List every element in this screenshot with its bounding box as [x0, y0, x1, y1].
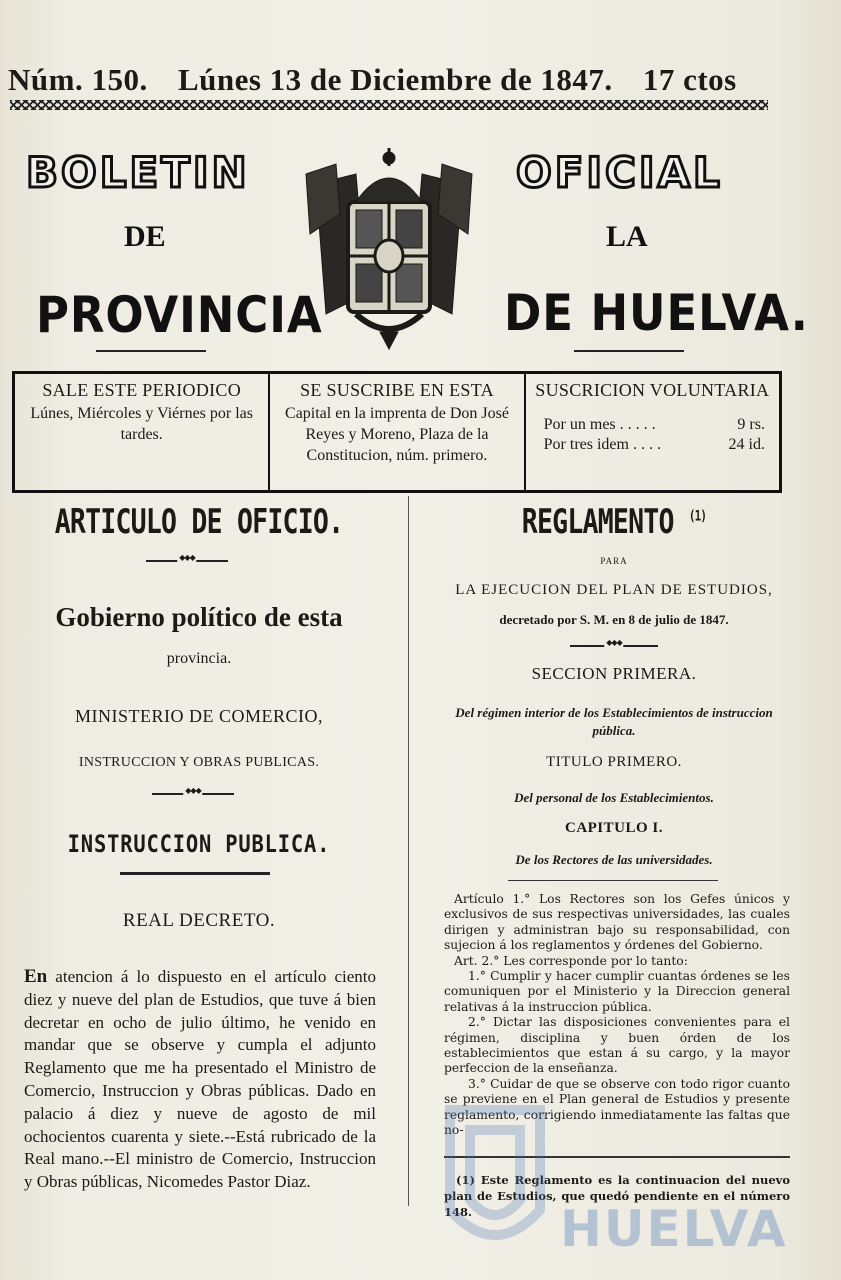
info-head-prices: SUSCRICION VOLUNTARIA	[535, 380, 770, 400]
article-2-item-1: 1.° Cumplir y hacer cumplir cuantas órdenes se les comuniquen por el Ministerio y la Direccion general relativas á la instruccion pública.	[444, 969, 790, 1014]
price-value-month: 9 rs.	[737, 416, 765, 433]
title-oficial: OFICIAL	[516, 148, 723, 197]
section-rule	[508, 880, 718, 881]
title-rule-left	[96, 350, 206, 352]
real-decreto-heading: REAL DECRETO.	[122, 910, 276, 931]
article-2-item-2: 2.° Dictar las disposiciones convenientes para el régimen, disciplina y buen órden de los establecimientos que estan á su cargo, y la mayor perfeccion de la enseñanza.	[444, 1015, 790, 1076]
reglamento-articles	[444, 892, 790, 1139]
info-head-publication: SALE ESTE PERIODICO	[42, 380, 242, 400]
rectores-subheading: De los Rectores de las universidades.	[515, 852, 713, 867]
regimen-subheading: Del régimen interior de los Establecimientos de instruccion pública.	[455, 705, 773, 738]
provincia-subheading: provincia.	[166, 650, 232, 667]
decree-body	[24, 966, 376, 1194]
titulo-heading: TITULO PRIMERO.	[546, 754, 682, 770]
subscription-info-box	[12, 371, 782, 493]
masthead-line	[8, 62, 788, 98]
title-la: LA	[606, 220, 648, 253]
ornament-rule	[570, 645, 658, 647]
personal-subheading: Del personal de los Establecimientos.	[514, 790, 714, 805]
column-divider	[408, 496, 409, 1206]
ornament-rule	[152, 793, 234, 795]
reglamento-title: REGLAMENTO	[521, 502, 674, 542]
issue-date: Lúnes 13 de Diciembre de 1847.	[177, 62, 613, 97]
archive-watermark-text: HUELVA	[560, 1200, 788, 1258]
title-huelva: DE HUELVA.	[504, 284, 809, 342]
info-column-subscribe	[270, 374, 525, 490]
wavy-rule	[10, 100, 768, 110]
decretado-line: decretado por S. M. en 8 de julio de 1847.	[499, 612, 729, 627]
issue-price: 17 ctos	[642, 62, 737, 97]
instruccion-publica-heading: INSTRUCCION PUBLICA.	[67, 830, 331, 858]
article-1: Artículo 1.° Los Rectores son los Gefes únicos y exclusivos de sus respectivas universidades, las cuales dirigen y administran bajo su responsabilidad, con sujecion á los reglamentos y órdenes del Gobierno.	[444, 892, 790, 953]
price-value-quarter: 24 id.	[728, 436, 765, 453]
title-de: DE	[124, 220, 166, 253]
royal-coat-of-arms-icon	[296, 144, 482, 354]
ministerio-heading: MINISTERIO DE COMERCIO,	[75, 706, 323, 726]
title-provincia: PROVINCIA	[36, 286, 323, 344]
info-column-publication	[15, 374, 270, 490]
price-label-month: Por un mes . . . . .	[543, 416, 656, 433]
ornament-rule	[146, 560, 228, 562]
capitulo-heading: CAPITULO I.	[564, 820, 663, 836]
articulo-heading: ARTICULO DE OFICIO.	[54, 502, 344, 542]
info-text-publication: Lúnes, Miércoles y Viérnes por las tardes.	[30, 405, 253, 443]
price-row-quarter	[532, 435, 773, 455]
para-label: PARA	[600, 556, 628, 566]
article-2-item-3: 3.° Cuidar de que se observe con todo rigor cuanto se previene en el Plan general de Estudios y presente reglamento, corrigiendo inmediatamente las faltas que no-	[444, 1076, 790, 1138]
info-head-subscribe: SE SUSCRIBE EN ESTA	[300, 380, 494, 400]
ejecucion-heading: LA EJECUCION DEL PLAN DE ESTUDIOS,	[455, 582, 773, 598]
info-text-subscribe: Capital en la imprenta de Don José Reyes y Moreno, Plaza de la Constitucion, núm. primero.	[285, 405, 509, 464]
footnote-rule	[444, 1156, 790, 1158]
footnote-ref: (1)	[688, 508, 707, 525]
gobierno-heading: Gobierno político de esta	[55, 602, 343, 632]
seccion-heading: SECCION PRIMERA.	[531, 664, 697, 683]
info-column-prices	[526, 374, 779, 490]
price-label-quarter: Por tres idem . . . .	[543, 436, 661, 453]
article-2: Art. 2.° Les corresponde por lo tanto:	[454, 953, 688, 968]
issue-number: Núm. 150.	[8, 62, 148, 97]
title-boletin: BOLETIN	[26, 148, 250, 197]
decree-text: atencion á lo dispuesto en el artículo ciento diez y nueve del plan de Estudios, que tuve á bien decretar en ocho de julio último, he venido en mandar que se observe y cumpla el adjunto Reglamento que me ha presentado el Ministro de Comercio, Instruccion y Obras públicas. Dado en palacio á diez y nueve de agosto de mil ochocientos cuarenta y siete.--Está rubricado de la Real mano.--El ministro de Comercio, Instruccion y Obras públicas, Nicomedes Pastor Diaz.	[24, 967, 376, 1192]
section-rule	[120, 872, 270, 875]
reglamento-heading	[477, 502, 752, 542]
title-rule-right	[574, 350, 684, 352]
footnote: (1) Este Reglamento es la continuacion del nuevo plan de Estudios, que quedó pendiente en el número 148.	[444, 1173, 790, 1219]
decree-initial: En	[24, 966, 48, 987]
instruccion-heading: INSTRUCCION Y OBRAS PUBLICAS.	[78, 755, 320, 770]
price-row-month	[532, 415, 773, 435]
